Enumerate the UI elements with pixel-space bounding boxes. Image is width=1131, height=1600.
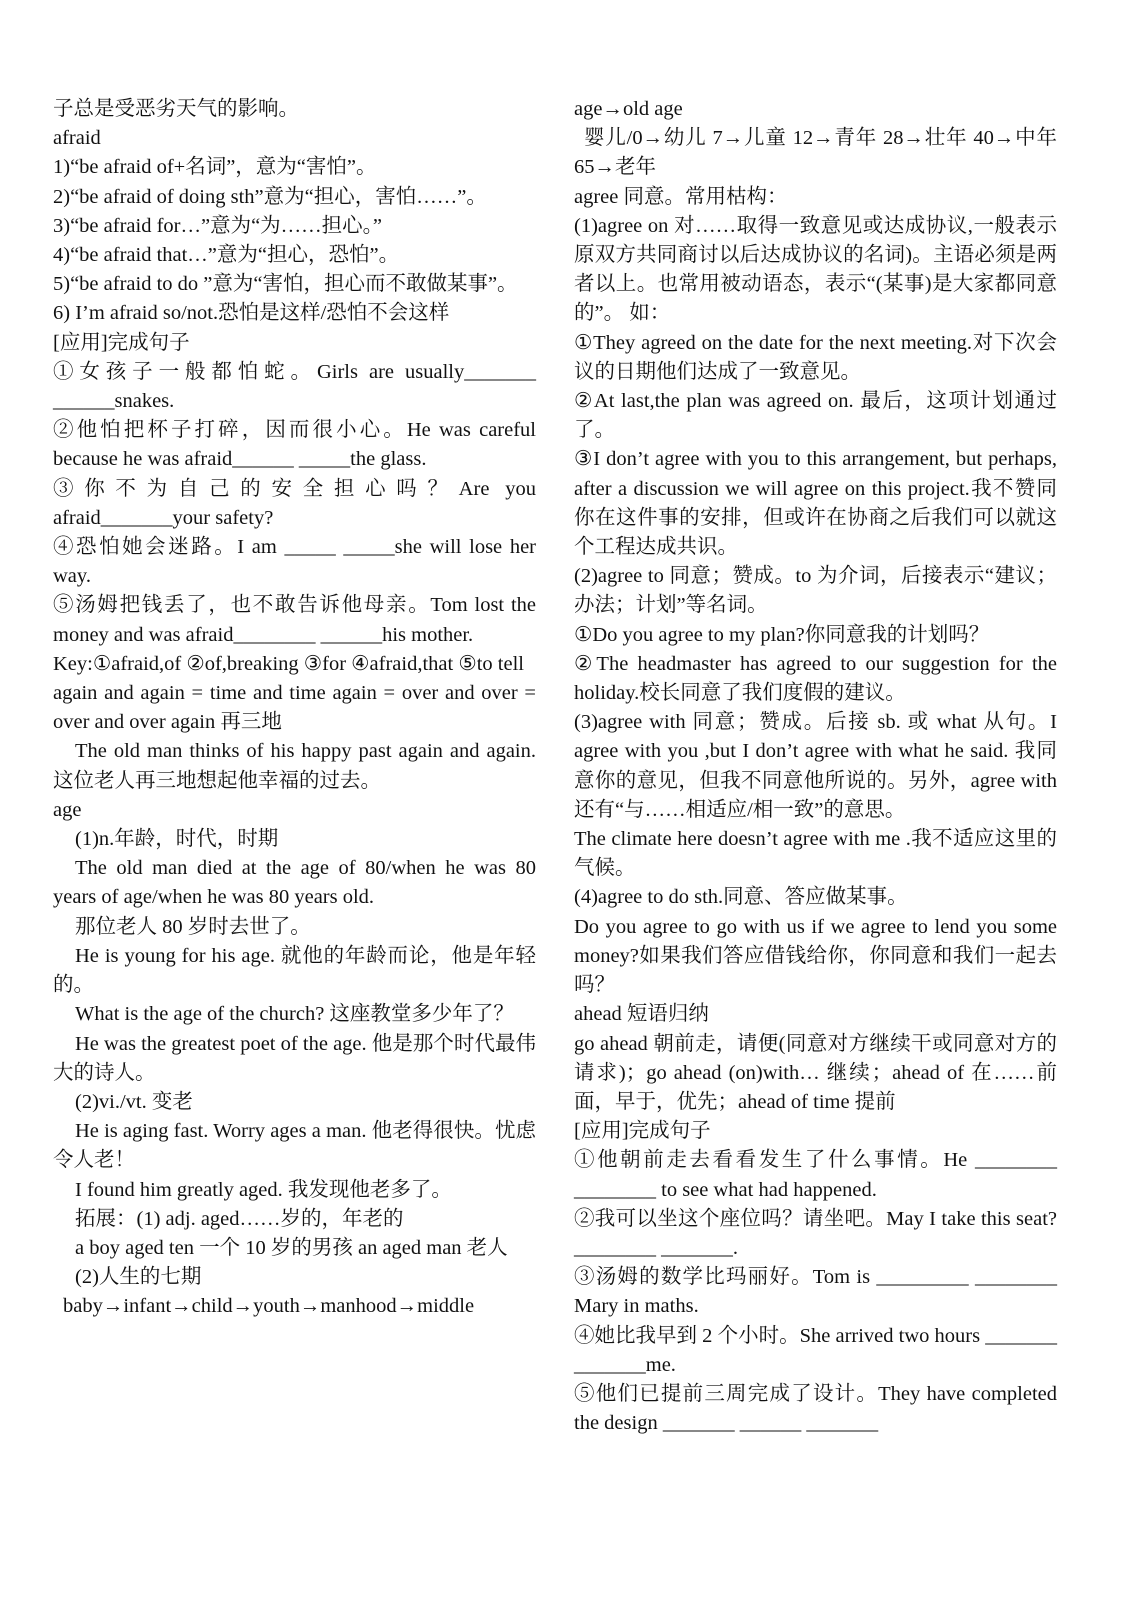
example-sentence: The old man died at the age of 80/when he was 80 years of age/when he was 80 years old. bbox=[53, 857, 536, 909]
sense-heading: (2)agree to 同意；赞成。to 为介词，后接表示“建议；办法；计划”等名词。 bbox=[574, 565, 1057, 617]
text-line: 6) I’m afraid so/not.恐怕是这样/恐怕不会这样 bbox=[53, 302, 450, 325]
text-line: 3)“be afraid for…”意为“为……担心。” bbox=[53, 214, 383, 237]
right-column bbox=[574, 95, 1057, 1438]
exercise-item: ②他怕把杯子打碎，因而很小心。He was careful because he was afraid______ _____the glass. bbox=[53, 419, 536, 471]
text-line: 2)“be afraid of doing sth”意为“担心，害怕……”。 bbox=[53, 185, 487, 208]
example-sentence: He is aging fast. Worry ages a man. 他老得很快。忧虑令人老！ bbox=[53, 1120, 536, 1172]
example-sentence: ③I don’t agree with you to this arrangement, but perhaps, after a discussion we will agree on this project.我不赞同你在这件事的安排，但或许在协商之后我们可以就这个工程达成共识。 bbox=[574, 448, 1057, 559]
example-sentence: He was the greatest poet of the age. 他是那个时代最伟大的诗人。 bbox=[53, 1032, 536, 1084]
sense-heading: (3)agree with 同意；赞成。后接 sb. 或 what 从句。I agree with you ,but I don’t agree with what he said. 我同意你的意见，但我不同意他所说的。另外，agree with 还有“与……相适应/相一致”的意思。 bbox=[574, 711, 1057, 821]
text-line: again and again = time and time again = over and over = over and over again 再三地 bbox=[53, 682, 536, 734]
text-line: 4)“be afraid that…”意为“担心，恐怕”。 bbox=[53, 244, 400, 267]
text-line: 5)“be afraid to do ”意为“害怕，担心而不敢做某事”。 bbox=[53, 273, 518, 296]
sense-heading: (4)agree to do sth.同意、答应做某事。 bbox=[574, 886, 908, 909]
text-line: 1)“be afraid of+名词”，意为“害怕”。 bbox=[53, 156, 377, 179]
exercise-heading: [应用]完成句子 bbox=[574, 1120, 711, 1143]
text-line: baby→infant→child→youth→manhood→middle bbox=[63, 1295, 475, 1318]
sense-heading: (2)人生的七期 bbox=[75, 1266, 202, 1289]
entry-heading-agree: agree 同意。常用枯构： bbox=[574, 185, 788, 208]
exercise-item: ③你不为自己的安全担心吗？Are you afraid_______your safety? bbox=[53, 477, 536, 529]
example-sentence: What is the age of the church? 这座教堂多少年了？ bbox=[75, 1003, 514, 1026]
sense-heading: (1)agree on 对……取得一致意见或达成协议,一般表示原双方共同商讨以后达成协议的名词)。主语必须是两者以上。也常用被动语态，表示“(某事)是大家都同意的”。 如： bbox=[574, 214, 1057, 325]
exercise-item: ⑤他们已提前三周完成了设计。They have completed the design _______ ______ _______ bbox=[574, 1382, 1057, 1435]
example-sentence: He is young for his age. 就他的年龄而论，他是年轻的。 bbox=[53, 944, 536, 997]
left-column bbox=[53, 95, 536, 1322]
example-sentence: The old man thinks of his happy past again and again. 这位老人再三地想起他幸福的过去。 bbox=[53, 740, 536, 792]
example-sentence: ②At last,the plan was agreed on. 最后，这项计划通过了。 bbox=[574, 390, 1057, 442]
example-sentence: ②The headmaster has agreed to our suggestion for the holiday.校长同意了我们度假的建议。 bbox=[574, 652, 1057, 705]
text-line: age→old age bbox=[574, 98, 683, 120]
text-line: 婴儿/0→幼儿 7→儿童 12→青年 28→壮年 40→中年 65→老年 bbox=[574, 127, 1057, 179]
sense-heading: (1)n.年龄，时代，时期 bbox=[75, 828, 279, 851]
entry-heading-afraid: afraid bbox=[53, 127, 101, 150]
exercise-item: ①他朝前走去看看发生了什么事情。He ________ ________ to see what had happened. bbox=[574, 1149, 1057, 1201]
example-sentence: ①Do you agree to my plan?你同意我的计划吗？ bbox=[574, 623, 990, 646]
entry-heading-age: age bbox=[53, 798, 82, 821]
example-sentence: ①They agreed on the date for the next meeting.对下次会议的日期他们达成了一致意见。 bbox=[574, 331, 1057, 383]
text-line: go ahead 朝前走，请便(同意对方继续干或同意对方的请求)；go ahead (on)with… 继续；ahead of 在……前面，早于，优先；ahead of time 提前 bbox=[574, 1032, 1057, 1113]
entry-heading-ahead: ahead 短语归纳 bbox=[574, 1003, 709, 1026]
example-sentence: Do you agree to go with us if we agree to lend you some money?如果我们答应借钱给你，你同意和我们一起去吗？ bbox=[574, 915, 1057, 997]
exercise-item: ⑤汤姆把钱丢了，也不敢告诉他母亲。Tom lost the money and was afraid________ ______his mother. bbox=[53, 594, 536, 646]
sense-heading: (2)vi./vt. 变老 bbox=[75, 1090, 193, 1113]
example-sentence: a boy aged ten 一个 10 岁的男孩 an aged man 老人 bbox=[75, 1236, 508, 1259]
exercise-heading: [应用]完成句子 bbox=[53, 331, 190, 354]
example-sentence: I found him greatly aged. 我发现他老多了。 bbox=[75, 1178, 452, 1201]
text-line: 子总是受恶劣天气的影响。 bbox=[53, 98, 299, 120]
exercise-item: ③汤姆的数学比玛丽好。Tom is _________ ________ Mary in maths. bbox=[574, 1266, 1057, 1318]
exercise-item: ④她比我早到 2 个小时。She arrived two hours _______ _______me. bbox=[574, 1324, 1057, 1376]
example-translation: 那位老人 80 岁时去世了。 bbox=[75, 915, 311, 938]
exercise-item: ①女孩子一般都怕蛇。Girls are usually_______ ______snakes. bbox=[53, 360, 536, 413]
extension-heading: 拓展：(1) adj. aged……岁的，年老的 bbox=[75, 1207, 404, 1230]
answer-key: Key:①afraid,of ②of,breaking ③for ④afraid,that ⑤to tell bbox=[53, 652, 524, 675]
example-sentence: The climate here doesn’t agree with me .我不适应这里的气候。 bbox=[574, 828, 1057, 880]
exercise-item: ④恐怕她会迷路。I am _____ _____she will lose her way. bbox=[53, 536, 536, 588]
exercise-item: ②我可以坐这个座位吗？请坐吧。May I take this seat?________ _______. bbox=[574, 1207, 1057, 1259]
